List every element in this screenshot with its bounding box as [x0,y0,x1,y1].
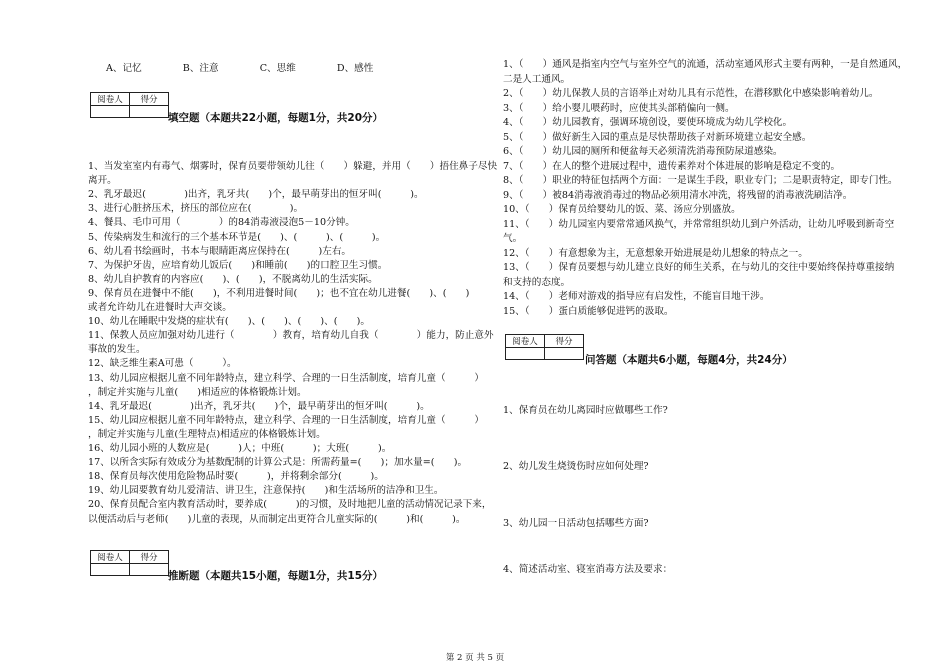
judge-section-title: 推断题（本题共15小题，每题1分，共15分） [168,570,384,582]
reviewer-label: 阅卷人 [506,335,545,348]
fill-question-line: 5、传染病发生和流行的三个基本环节是( )、( )、( )。 [88,231,386,243]
fill-question-line: 7、为保护牙齿，应培育幼儿饭后( )和睡前( )的口腔卫生习惯。 [88,259,388,271]
fill-question-line: ，制定并实施与儿童(生理特点)相适应的体格锻炼计划。 [88,428,326,440]
reviewer-label: 阅卷人 [91,551,130,564]
reviewer-label: 阅卷人 [91,93,130,106]
judge-question-line: 1、（ ）通风是指室内空气与室外空气的流通，活动室通风形式主要有两种，一是自然通风， [503,59,908,70]
fill-question-line: 19、幼儿园要教育幼儿爱清洁、讲卫生，注意保持( )和生活场所的洁净和卫生。 [88,485,444,497]
qa-question: 3、幼儿园一日活动包括哪些方面? [503,518,649,529]
judge-question-line: 二是人工通风。 [503,73,571,85]
fill-question-line: 17、以所含实际有效成分为基数配制的计算公式是：所需药量=( )；加水量=( )。 [88,457,468,469]
judge-question-line: 6、（ ）幼儿园的厕所和便盆每天必须清洗消毒预防尿道感染。 [503,146,783,157]
judge-question-line: 11、（ ）幼儿园室内要常常通风换气，并常常组织幼儿到户外活动，让幼儿呼吸到新奇空 [503,218,895,230]
fill-question-line: 8、幼儿自护教育的内容应( )、( )，不脱离幼儿的生活实际。 [88,273,378,285]
judge-question-line: 15、（ ）蛋白质能够促进钙的汲取。 [503,305,674,317]
fill-question-line: 15、幼儿园应根据儿童不同年龄特点，建立科学、合理的一日生活制度，培育儿童（ ） [88,414,484,426]
reviewer-cell [506,348,545,360]
qa-section-title: 问答题（本题共6小题，每题4分，共24分） [585,354,793,366]
fill-question-line: 以便活动后与老师( )儿童的表现，从而制定出更符合儿童实际的( )和( )。 [88,513,466,525]
score-box-qa [505,334,584,360]
judge-question-line: 气。 [503,233,523,244]
judge-question-line: 8、（ ）职业的特征包括两个方面：一是谋生手段，职业专门；二是职责特定，即专门性。 [503,175,898,186]
judge-question-line: 13、（ ）保育员要想与幼儿建立良好的师生关系，在与幼儿的交往中要始终保持尊重接纳 [503,262,895,273]
score-box-judge [90,550,169,576]
page-footer: 第 2 页 共 5 页 [445,653,505,663]
fill-section-title: 填空题（本题共22小题，每题1分，共20分） [168,112,384,124]
judge-question-line: 10、（ ）保育员给婴幼儿的饭、菜、汤应分别盛放。 [503,204,741,215]
fill-question-line: 2、乳牙最迟( )出齐，乳牙共( )个，最早萌芽出的恒牙叫( )。 [88,189,424,201]
fill-question-line: 3、进行心脏挤压术，挤压的部位应在( )。 [88,203,304,215]
judge-question-line: 和支持的态度。 [503,276,571,288]
score-label: 得分 [130,93,169,106]
fill-question-line: 4、餐具、毛巾可用（ ）的84消毒液浸泡5－10分钟。 [88,217,355,229]
option-b: B、注意 [182,63,219,74]
fill-question-line: 18、保育员每次使用危险物品时要( )，并将剩余部分( )。 [88,471,384,483]
judge-question-line: 2、（ ）幼儿保教人员的言语举止对幼儿具有示范性，在潜移默化中感染影响着幼儿。 [503,88,879,99]
fill-question-line: 离开。 [88,175,117,187]
option-d: D、感性 [336,63,374,74]
reviewer-cell [91,564,130,576]
choice-options [106,60,411,74]
fill-question-line: 16、幼儿园小班的人数应是( )人；中班( )；大班( )。 [88,443,392,454]
judge-question-line: 3、（ ）给小婴儿喂药时，应使其头部稍偏向一侧。 [503,102,735,114]
fill-question-line: 或者允许幼儿在进餐时大声交谈。 [88,302,232,313]
score-cell [545,348,584,360]
fill-question-line: 1、当发室室内有毒气、烟雾时，保育员要带领幼儿往（ ）躲避，并用（ ）捂住鼻子尽快 [88,161,498,172]
qa-question: 2、幼儿发生烧烫伤时应如何处理? [503,461,649,472]
qa-question: 4、简述活动室、寝室消毒方法及要求： [503,564,673,575]
fill-question-line: 6、幼儿看书绘画时，书本与眼睛距离应保持在( )左右。 [88,245,352,257]
qa-question: 1、保育员在幼儿离园时应做哪些工作? [503,405,668,416]
fill-question-line: 10、幼儿在睡眠中发烧的症状有( )、( )、( )、( )。 [88,316,370,328]
option-a: A、记忆 [106,63,142,74]
score-label: 得分 [545,335,584,348]
fill-question-line: 20、保育员配合室内教育活动时，要养成( )的习惯，及时地把儿童的活动情况记录下来， [88,499,492,511]
judge-question-line: 7、（ ）在人的整个进展过程中，遗传素养对个体进展的影响是稳定不变的。 [503,160,841,172]
score-cell [130,106,169,118]
judge-question-line: 5、（ ）做好新生入园的重点是尽快帮助孩子对新环境建立起安全感。 [503,131,812,143]
reviewer-cell [91,106,130,118]
fill-question-line: ，制定并实施与儿童( )相适应的体格锻炼计划。 [88,386,307,398]
judge-question-line: 4、（ ）幼儿园教育，强调环境创设，要使环境成为幼儿学校化。 [503,117,793,128]
fill-question-line: 9、保育员在进餐中不能( )，不利用进餐时间( )；也不宜在幼儿进餐( )、( ) [88,287,470,299]
judge-question-line: 9、（ ）被84消毒液消毒过的物品必须用清水冲洗，将残留的消毒液洗刷洁净。 [503,189,853,201]
option-c: C、思维 [259,63,296,74]
fill-question-line: 12、缺乏维生素A可患（ ）。 [88,358,237,370]
score-label: 得分 [130,551,169,564]
fill-question-line: 11、保教人员应加强对幼儿进行（ ）教育，培育幼儿自我（ ）能力，防止意外 [88,330,494,342]
fill-question-line: 13、幼儿园应根据儿童不同年龄特点，建立科学、合理的一日生活制度，培育儿童（ ） [88,372,484,384]
score-box-fill [90,92,169,118]
fill-question-line: 14、乳牙最迟( )出齐，乳牙共( )个，最早萌芽出的恒牙叫( )。 [88,400,430,412]
fill-question-line: 事故的发生。 [88,344,146,356]
score-cell [130,564,169,576]
judge-question-line: 14、（ ）老师对游戏的指导应有启发性，不能盲目地干涉。 [503,291,770,302]
judge-question-line: 12、（ ）有意想象为主，无意想象开始进展是幼儿想象的特点之一。 [503,247,808,259]
